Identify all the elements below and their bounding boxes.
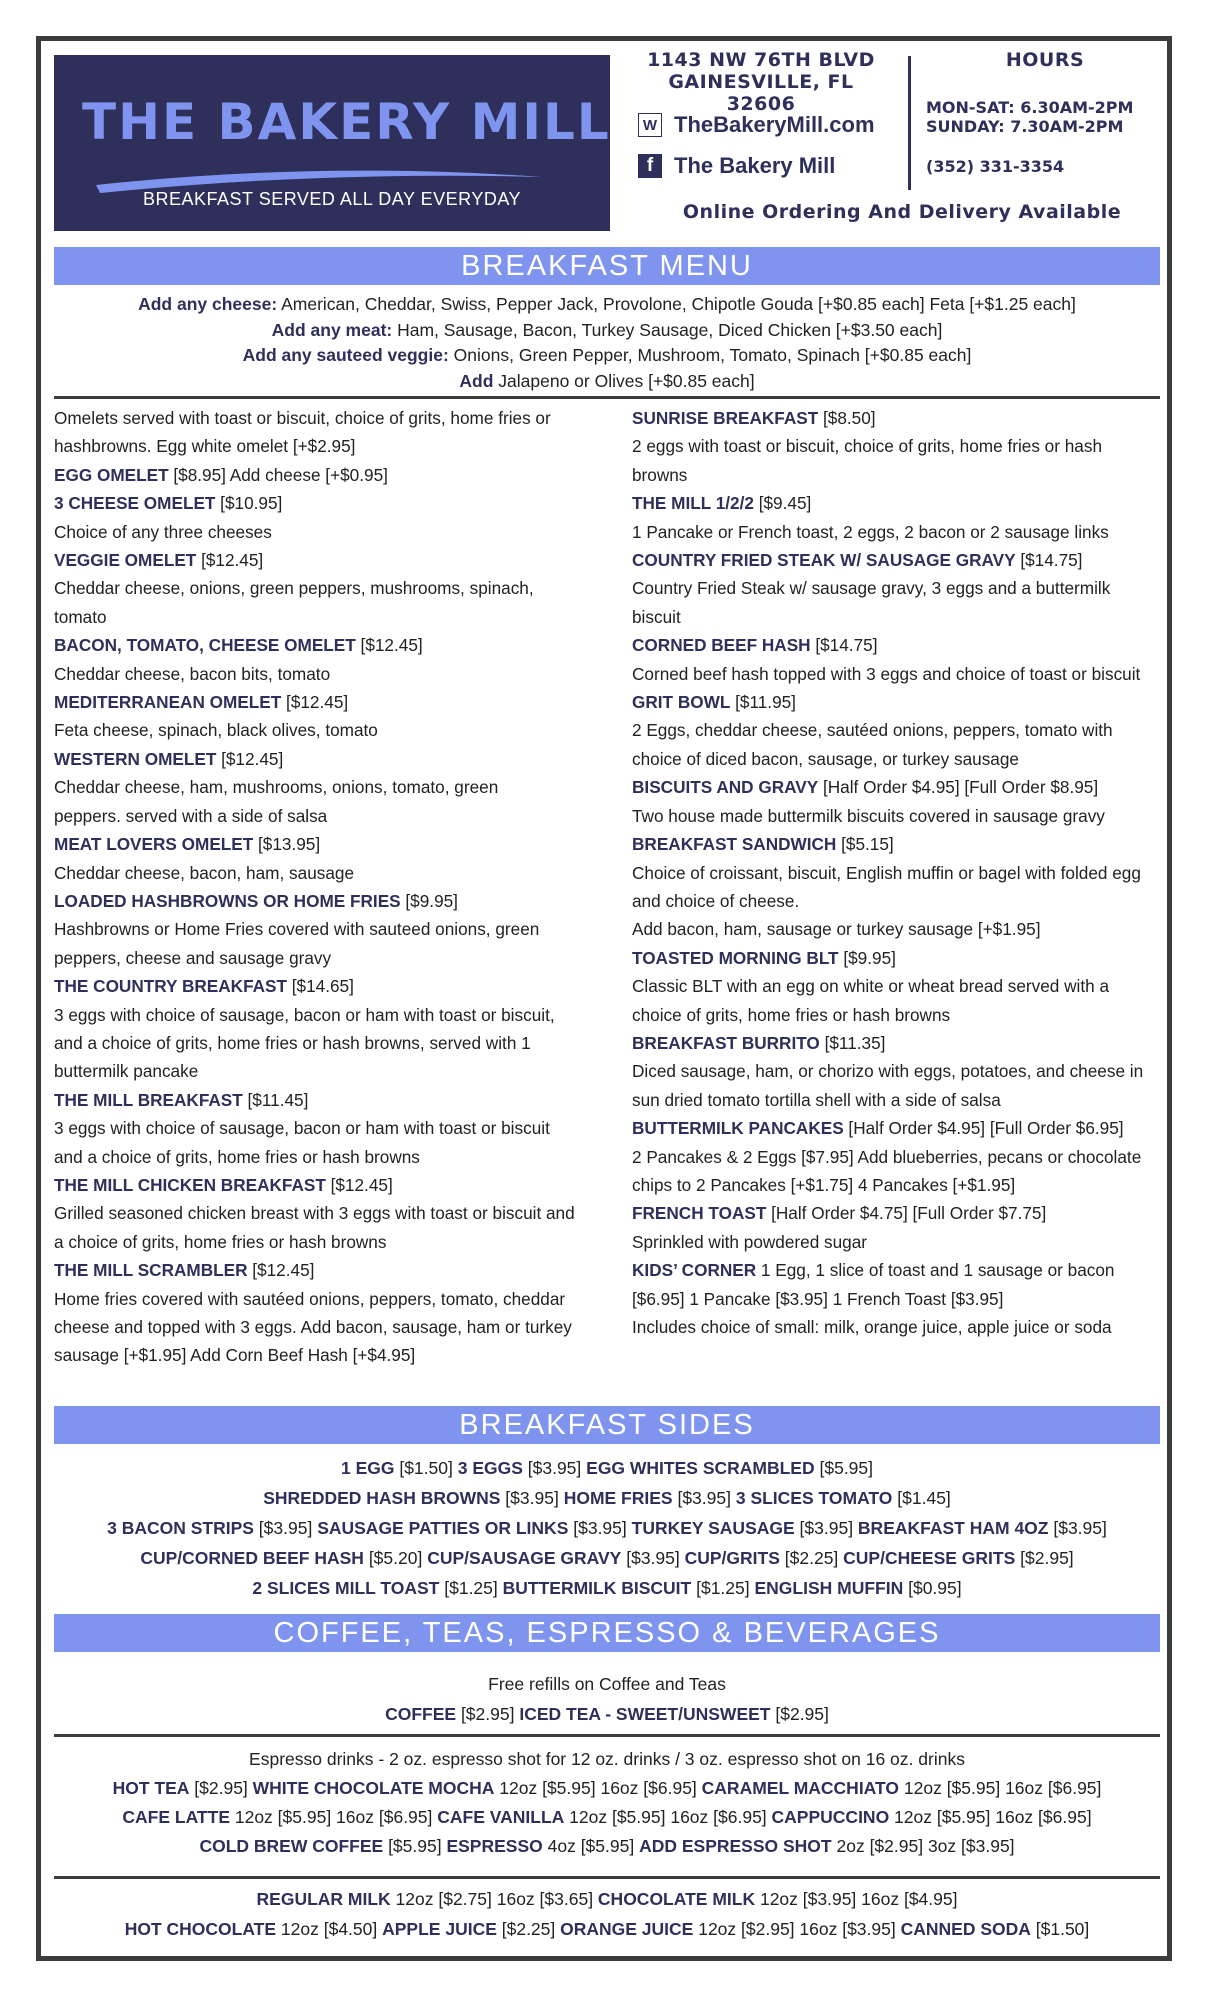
menu-item-name: COFFEE — [385, 1704, 457, 1724]
menu-item-text: 2 eggs with toast or biscuit, choice of grits, home fries or hash — [632, 436, 1103, 457]
addon-jalapeno: Add Jalapeno or Olives [+$0.85 each] — [459, 370, 755, 391]
menu-item-text: Corned beef hash topped with 3 eggs and choice of toast or biscuit — [632, 663, 1141, 684]
menu-item-name: CUP/CORNED BEEF HASH — [140, 1548, 364, 1568]
menu-item-text: Cheddar cheese, ham, mushrooms, onions, tomato, green — [54, 777, 499, 798]
hours-sunday: SUNDAY: 7.30AM-2PM — [926, 117, 1124, 136]
menu-item-name: REGULAR MILK — [256, 1889, 391, 1909]
menu-item-text: tomato — [54, 606, 107, 627]
logo-block — [54, 55, 610, 231]
menu-item-text: [$14.75] — [1015, 550, 1083, 571]
menu-line — [632, 574, 1143, 602]
menu-line — [54, 603, 575, 631]
menu-item-text: sun dried tomato tortilla shell with a side of salsa — [632, 1089, 1001, 1110]
menu-item-text: [$9.95] — [400, 890, 458, 911]
menu-line — [54, 1199, 575, 1227]
breakfast-left-column — [54, 404, 575, 1370]
menu-item-name: ADD ESPRESSO SHOT — [639, 1836, 832, 1856]
menu-line — [54, 1001, 575, 1029]
menu-item-text: [$1.25] — [691, 1578, 755, 1598]
menu-item-name: MEAT LOVERS OMELET — [54, 834, 254, 855]
menu-item-text: [$5.20] — [363, 1548, 428, 1568]
menu-item-name: GRIT BOWL — [632, 692, 731, 713]
menu-item-name: CAFE VANILLA — [437, 1807, 565, 1827]
menu-item-text: choice of grits, home fries or hash browns — [632, 1004, 951, 1025]
website-link[interactable]: TheBakeryMill.com — [674, 112, 875, 137]
menu-item-text: 12oz [$2.75] 16oz [$3.65] — [390, 1889, 598, 1909]
menu-item-text: [$2.95] — [189, 1778, 253, 1798]
menu-item-text: [$12.45] — [281, 692, 349, 713]
menu-line — [632, 1057, 1143, 1085]
breakfast-menu-title: BREAKFAST MENU — [54, 247, 1160, 285]
menu-item-text: 12oz [$5.95] 16oz [$6.95] — [889, 1807, 1092, 1827]
menu-item-text: biscuit — [632, 606, 681, 627]
menu-item-text: [$5.95] — [383, 1836, 447, 1856]
menu-item-name: BUTTERMILK PANCAKES — [632, 1118, 844, 1139]
menu-item-text: Choice of croissant, biscuit, English muffin or bagel with folded egg — [632, 862, 1141, 883]
beverage-line — [54, 1914, 1160, 1944]
menu-item-text: [$12.45] — [355, 635, 423, 656]
menu-item-name: 3 BACON STRIPS — [107, 1518, 254, 1538]
menu-item-text: peppers. served with a side of salsa — [54, 805, 328, 826]
menu-item-text: [$0.95] — [903, 1578, 962, 1598]
menu-item-text: Hashbrowns or Home Fries covered with sauteed onions, green — [54, 919, 540, 940]
menu-item-text: [$9.45] — [753, 493, 812, 514]
menu-item-text: [Half Order $4.95] [Full Order $8.95] — [818, 777, 1099, 798]
menu-item-name: MEDITERRANEAN OMELET — [54, 692, 282, 713]
menu-item-text: Two house made buttermilk biscuits covered in sausage gravy — [632, 805, 1105, 826]
menu-line — [632, 688, 1143, 716]
menu-line — [54, 432, 575, 460]
menu-line — [54, 1285, 575, 1313]
menu-line — [632, 887, 1143, 915]
menu-item-name: 3 EGGS — [457, 1458, 523, 1478]
espresso-section — [54, 1745, 1160, 1861]
menu-line — [632, 432, 1143, 460]
menu-line — [632, 1171, 1143, 1199]
menu-line — [54, 1313, 575, 1341]
menu-item-text: Country Fried Steak w/ sausage gravy, 3 eggs and a buttermilk — [632, 578, 1111, 599]
menu-item-name: HOT CHOCOLATE — [124, 1919, 277, 1939]
menu-item-text: [Half Order $4.95] [Full Order $6.95] — [843, 1118, 1124, 1139]
espresso-note: Espresso drinks - 2 oz. espresso shot for 12 oz. drinks / 3 oz. espresso shot on 16 oz. drinks — [249, 1749, 965, 1769]
menu-line — [54, 1114, 575, 1142]
menu-item-name: BREAKFAST HAM 4OZ — [857, 1518, 1049, 1538]
menu-line — [54, 546, 575, 574]
hours-text — [926, 98, 1133, 136]
menu-line — [632, 830, 1143, 858]
menu-line — [54, 1029, 575, 1057]
menu-item-text: [$12.45] — [196, 550, 264, 571]
menu-line — [54, 1256, 575, 1284]
menu-item-text: Home fries covered with sautéed onions, peppers, tomato, cheddar — [54, 1288, 566, 1309]
menu-item-text: [$1.25] — [439, 1578, 503, 1598]
menu-item-text: [$2.95] — [1015, 1548, 1074, 1568]
menu-item-text: [$5.95] — [814, 1458, 874, 1478]
addon-meat: Add any meat: Ham, Sausage, Bacon, Turkey Sausage, Diced Chicken [+$3.50 each] — [271, 319, 943, 340]
menu-item-text: [$5.15] — [836, 834, 894, 855]
menu-line — [632, 660, 1143, 688]
menu-line — [54, 1086, 575, 1114]
menu-item-text: [$8.95] Add cheese [+$0.95] — [168, 464, 388, 485]
coffee-tea-prices — [54, 1699, 1160, 1729]
menu-line — [54, 1171, 575, 1199]
menu-item-name: VEGGIE OMELET — [54, 550, 197, 571]
menu-line — [54, 1228, 575, 1256]
menu-item-name: TURKEY SAUSAGE — [631, 1518, 795, 1538]
menu-line — [54, 859, 575, 887]
menu-line — [54, 489, 575, 517]
menu-item-text: [$12.45] — [247, 1260, 315, 1281]
menu-item-name: BUTTERMILK BISCUIT — [502, 1578, 692, 1598]
menu-line — [54, 1057, 575, 1085]
menu-line — [632, 859, 1143, 887]
menu-item-text: 12oz [$3.95] 16oz [$4.95] — [755, 1889, 958, 1909]
menu-item-text: cheese and topped with 3 eggs. Add bacon, sausage, ham or turkey — [54, 1317, 572, 1337]
breakfast-sides-title: BREAKFAST SIDES — [54, 1406, 1160, 1444]
menu-item-text: 12oz [$5.95] 16oz [$6.95] — [230, 1807, 438, 1827]
menu-item-text: [$3.95] — [253, 1518, 318, 1538]
menu-item-text: [$10.95] — [215, 493, 283, 514]
menu-item-name: 3 CHEESE OMELET — [54, 493, 216, 514]
menu-item-name: CAPPUCCINO — [771, 1807, 890, 1827]
menu-item-name: FRENCH TOAST — [632, 1203, 767, 1224]
menu-item-text: [$14.65] — [287, 976, 354, 997]
menu-item-name: ICED TEA - SWEET/UNSWEET — [519, 1704, 771, 1724]
menu-item-text: chips to 2 Pancakes [+$1.75] 4 Pancakes [+$1.95] — [632, 1174, 1016, 1195]
menu-item-name: ENGLISH MUFFIN — [754, 1578, 904, 1598]
menu-item-name: CHOCOLATE MILK — [597, 1889, 756, 1909]
website-icon: W — [638, 113, 662, 137]
menu-item-text: a choice of grits, home fries or hash browns — [54, 1231, 387, 1252]
menu-item-name: THE MILL SCRAMBLER — [54, 1260, 248, 1281]
facebook-row[interactable] — [638, 153, 835, 179]
menu-item-text: 12oz [$2.95] 16oz [$3.95] — [693, 1919, 901, 1939]
sides-line — [54, 1543, 1160, 1573]
menu-item-name: CUP/GRITS — [684, 1548, 780, 1568]
address-line-2: GAINESVILLE, FL 32606 — [668, 71, 854, 115]
menu-line — [54, 1143, 575, 1171]
menu-item-text: [$2.25] — [779, 1548, 844, 1568]
menu-line — [632, 944, 1143, 972]
menu-item-text: Cheddar cheese, onions, green peppers, mushrooms, spinach, — [54, 578, 534, 599]
hours-mon-sat: MON-SAT: 6.30AM-2PM — [926, 98, 1134, 117]
menu-item-text: 4oz [$5.95] — [542, 1836, 640, 1856]
menu-item-text: Sprinkled with powdered sugar — [632, 1231, 868, 1252]
menu-line — [632, 1228, 1143, 1256]
menu-item-text: Cheddar cheese, bacon, ham, sausage — [54, 862, 355, 883]
menu-line — [632, 1001, 1143, 1029]
menu-line — [632, 1114, 1143, 1142]
menu-item-text: [$11.35] — [819, 1032, 886, 1053]
menu-item-text: [$3.95] — [568, 1518, 632, 1538]
menu-line — [54, 518, 575, 546]
menu-item-text: and a choice of grits, home fries or hash browns, served with 1 — [54, 1032, 531, 1053]
menu-item-text: 12oz [$5.95] 16oz [$6.95] — [564, 1807, 772, 1827]
address — [632, 49, 890, 115]
menu-line — [632, 518, 1143, 546]
menu-item-name: BREAKFAST BURRITO — [632, 1032, 820, 1053]
menu-item-name: ORANGE JUICE — [560, 1919, 694, 1939]
facebook-icon: f — [638, 154, 662, 178]
breakfast-sides-list — [54, 1453, 1160, 1603]
menu-item-text: Classic BLT with an egg on white or wheat bread served with a — [632, 976, 1110, 997]
menu-item-name: 2 SLICES MILL TOAST — [252, 1578, 440, 1598]
espresso-line — [54, 1832, 1160, 1861]
menu-line — [632, 1086, 1143, 1114]
menu-item-text: Diced sausage, ham, or chorizo with eggs, potatoes, and cheese in — [632, 1061, 1144, 1082]
beverage-line — [54, 1884, 1160, 1914]
menu-line — [632, 915, 1143, 943]
menu-item-name: BISCUITS AND GRAVY — [632, 777, 819, 798]
menu-item-text: Feta cheese, spinach, black olives, tomato — [54, 720, 378, 741]
menu-item-text: peppers, cheese and sausage gravy — [54, 947, 332, 968]
menu-item-text: [$11.45] — [242, 1089, 309, 1110]
online-ordering-note: Online Ordering And Delivery Available — [682, 201, 1122, 223]
menu-line — [632, 745, 1143, 773]
menu-item-text: [$2.95] — [770, 1704, 829, 1724]
menu-item-name: EGG OMELET — [54, 464, 169, 485]
menu-line — [54, 915, 575, 943]
menu-item-text: 1 Egg, 1 slice of toast and 1 sausage or bacon — [756, 1260, 1115, 1281]
refill-note: Free refills on Coffee and Teas — [488, 1674, 726, 1694]
menu-line — [632, 1029, 1143, 1057]
menu-item-text: 12oz [$5.95] 16oz [$6.95] — [899, 1778, 1102, 1798]
menu-item-name: CUP/CHEESE GRITS — [843, 1548, 1016, 1568]
menu-line — [54, 802, 575, 830]
menu-item-text: [$13.95] — [253, 834, 321, 855]
menu-item-name: CANNED SODA — [900, 1919, 1031, 1939]
brand-tagline: BREAKFAST SERVED ALL DAY EVERYDAY — [143, 189, 521, 209]
menu-line — [54, 944, 575, 972]
menu-item-name: ESPRESSO — [446, 1836, 543, 1856]
website-row[interactable] — [638, 112, 875, 138]
menu-item-name: 3 SLICES TOMATO — [735, 1488, 893, 1508]
menu-item-text: [$14.75] — [810, 635, 878, 656]
menu-line — [54, 887, 575, 915]
menu-item-text: Includes choice of small: milk, orange juice, apple juice or soda — [632, 1317, 1112, 1337]
menu-item-text: [$9.95] — [838, 947, 896, 968]
menu-item-text: 2oz [$2.95] 3oz [$3.95] — [831, 1836, 1015, 1856]
menu-item-name: BACON, TOMATO, CHEESE OMELET — [54, 635, 356, 656]
menu-item-text: [$2.95] — [456, 1704, 520, 1724]
menu-item-text: buttermilk pancake — [54, 1061, 199, 1082]
menu-line — [54, 745, 575, 773]
breakfast-right-column — [632, 404, 1143, 1341]
menu-line — [54, 660, 575, 688]
menu-item-text: Cheddar cheese, bacon bits, tomato — [54, 663, 331, 684]
menu-item-text: Grilled seasoned chicken breast with 3 eggs with toast or biscuit and — [54, 1203, 575, 1224]
menu-item-name: WHITE CHOCOLATE MOCHA — [252, 1778, 495, 1798]
menu-item-text: 3 eggs with choice of sausage, bacon or ham with toast or biscuit — [54, 1118, 550, 1139]
menu-line — [54, 461, 575, 489]
menu-item-text: Add bacon, ham, sausage or turkey sausage [+$1.95] — [632, 919, 1041, 940]
sides-line — [54, 1453, 1160, 1483]
menu-line — [632, 546, 1143, 574]
menu-line — [54, 773, 575, 801]
facebook-link[interactable]: The Bakery Mill — [674, 153, 836, 178]
menu-item-name: SAUSAGE PATTIES OR LINKS — [317, 1518, 569, 1538]
menu-item-name: TOASTED MORNING BLT — [632, 947, 839, 968]
menu-item-text: [$12.45] — [216, 748, 284, 769]
menu-item-name: CUP/SAUSAGE GRAVY — [427, 1548, 622, 1568]
menu-line — [632, 1143, 1143, 1171]
espresso-line — [54, 1774, 1160, 1803]
menu-item-text: Choice of any three cheeses — [54, 521, 272, 542]
menu-line — [54, 972, 575, 1000]
beverages-title: COFFEE, TEAS, ESPRESSO & BEVERAGES — [54, 1614, 1160, 1652]
menu-item-text: 12oz [$5.95] 16oz [$6.95] — [494, 1778, 702, 1798]
menu-item-text: [$11.95] — [730, 692, 796, 713]
menu-item-name: THE MILL BREAKFAST — [54, 1089, 243, 1110]
menu-line — [54, 574, 575, 602]
menu-item-text: and a choice of grits, home fries or hash browns — [54, 1146, 420, 1167]
menu-line — [632, 603, 1143, 631]
menu-line — [54, 830, 575, 858]
menu-item-text: sausage [+$1.95] Add Corn Beef Hash [+$4.95] — [54, 1345, 416, 1366]
sides-line — [54, 1483, 1160, 1513]
phone-number[interactable]: (352) 331-3354 — [926, 157, 1065, 176]
espresso-line — [54, 1803, 1160, 1832]
addon-cheese: Add any cheese: American, Cheddar, Swiss, Pepper Jack, Provolone, Chipotle Gouda [+$0.85 each] Feta [+$1.25 each] — [138, 294, 1076, 314]
menu-item-text: [$3.95] — [672, 1488, 736, 1508]
menu-item-name: HOME FRIES — [563, 1488, 673, 1508]
menu-item-text: [$3.95] — [500, 1488, 564, 1508]
menu-line — [632, 1256, 1143, 1284]
menu-item-name: THE COUNTRY BREAKFAST — [54, 976, 287, 997]
other-beverages — [54, 1884, 1160, 1944]
menu-line — [54, 688, 575, 716]
menu-item-name: KIDS’ CORNER — [632, 1260, 757, 1281]
menu-item-text: [$3.95] — [1048, 1518, 1107, 1538]
menu-line — [54, 1341, 575, 1369]
menu-item-text: [$1.45] — [892, 1488, 951, 1508]
menu-line — [632, 773, 1143, 801]
menu-item-text: 2 Eggs, cheddar cheese, sautéed onions, peppers, tomato with — [632, 720, 1113, 741]
breakfast-addons — [54, 292, 1160, 394]
menu-item-text: 12oz [$4.50] — [276, 1919, 383, 1939]
divider-rule — [54, 396, 1160, 399]
menu-item-name: EGG WHITES SCRAMBLED — [586, 1458, 815, 1478]
menu-item-name: WESTERN OMELET — [54, 748, 217, 769]
hours-title: HOURS — [1005, 49, 1085, 71]
menu-item-text: 2 Pancakes & 2 Eggs [$7.95] Add blueberries, pecans or chocolate — [632, 1146, 1142, 1167]
sides-line — [54, 1573, 1160, 1603]
menu-line — [54, 631, 575, 659]
menu-line — [632, 489, 1143, 517]
menu-line — [632, 631, 1143, 659]
menu-item-name: THE MILL 1/2/2 — [632, 493, 754, 514]
menu-item-text: [$1.50] — [1030, 1919, 1090, 1939]
menu-item-text: 1 Pancake or French toast, 2 eggs, 2 bacon or 2 sausage links — [632, 521, 1109, 542]
menu-item-text: [$1.50] — [394, 1458, 458, 1478]
menu-item-name: APPLE JUICE — [382, 1919, 497, 1939]
menu-line — [54, 404, 575, 432]
menu-item-text: [$6.95] 1 Pancake [$3.95] 1 French Toast [$3.95] — [632, 1288, 1004, 1309]
menu-item-text: choice of diced bacon, sausage, or turkey sausage — [632, 748, 1019, 769]
menu-item-text: hashbrowns. Egg white omelet [+$2.95] — [54, 436, 356, 457]
menu-line — [632, 716, 1143, 744]
menu-item-name: CAFE LATTE — [122, 1807, 230, 1827]
menu-item-name: THE MILL CHICKEN BREAKFAST — [54, 1174, 326, 1195]
menu-item-name: LOADED HASHBROWNS OR HOME FRIES — [54, 890, 401, 911]
menu-item-text: browns — [632, 464, 688, 485]
brand-name: THE BAKERY MILL — [82, 93, 611, 151]
menu-line — [632, 404, 1143, 432]
espresso-prices — [54, 1774, 1160, 1861]
divider-rule — [54, 1876, 1160, 1879]
menu-item-text: [$12.45] — [325, 1174, 393, 1195]
menu-item-text: [$3.95] — [794, 1518, 858, 1538]
menu-item-text: Omelets served with toast or biscuit, choice of grits, home fries or — [54, 408, 551, 428]
menu-item-text: 3 eggs with choice of sausage, bacon or ham with toast or biscuit, — [54, 1004, 555, 1025]
header-divider — [908, 56, 911, 190]
menu-line — [632, 1313, 1143, 1341]
menu-item-text: [Half Order $4.75] [Full Order $7.75] — [766, 1203, 1047, 1224]
menu-line — [632, 1199, 1143, 1227]
menu-item-name: COUNTRY FRIED STEAK W/ SAUSAGE GRAVY — [632, 550, 1016, 571]
menu-item-text: [$3.95] — [522, 1458, 587, 1478]
menu-item-name: CORNED BEEF HASH — [632, 635, 811, 656]
menu-item-name: BREAKFAST SANDWICH — [632, 834, 837, 855]
menu-line — [54, 716, 575, 744]
menu-item-text: [$8.50] — [818, 408, 876, 428]
menu-item-text: and choice of cheese. — [632, 890, 800, 911]
divider-rule — [54, 1734, 1160, 1737]
sides-line — [54, 1513, 1160, 1543]
menu-item-name: CARAMEL MACCHIATO — [701, 1778, 900, 1798]
addon-veggie: Add any sauteed veggie: Onions, Green Pepper, Mushroom, Tomato, Spinach [+$0.85 each] — [242, 345, 972, 365]
menu-line — [632, 1285, 1143, 1313]
coffee-tea-section — [54, 1669, 1160, 1729]
menu-line — [632, 802, 1143, 830]
menu-item-name: SUNRISE BREAKFAST — [632, 408, 819, 428]
menu-item-name: COLD BREW COFFEE — [199, 1836, 384, 1856]
menu-item-name: HOT TEA — [112, 1778, 190, 1798]
menu-item-text: [$3.95] — [621, 1548, 685, 1568]
menu-line — [632, 972, 1143, 1000]
menu-item-text: [$2.25] — [496, 1919, 561, 1939]
menu-item-name: 1 EGG — [340, 1458, 395, 1478]
menu-item-name: SHREDDED HASH BROWNS — [263, 1488, 501, 1508]
address-line-1: 1143 NW 76TH BLVD — [647, 49, 875, 71]
menu-line — [632, 461, 1143, 489]
